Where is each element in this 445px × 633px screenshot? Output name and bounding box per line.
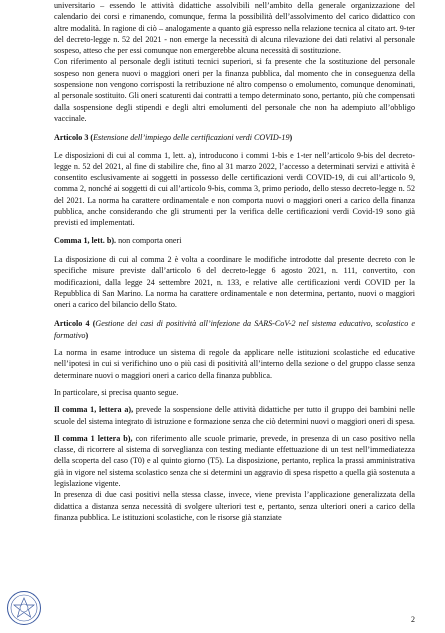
heading-comma-1-lett-b: Comma 1, lett. b). non comporta oneri xyxy=(54,235,182,245)
paragraph-san-marino: La disposizione di cui al comma 2 è volta a coordinare le modifiche introdotte dal presente decreto con le specifiche misure previste dall’articolo 6 del decreto-legge 6 agosto 2021, n. 111, convertito, con modificazioni, dalla legge 24 settembre 2021, n. 133, e relative alle certificazioni verdi COVID per la Repubblica di San Marino. La norma ha carattere ordinamentale e non determina, pertanto, nuovi o maggiori oneri a carico del bilancio dello Stato. xyxy=(54,254,415,310)
paragraph-comma-1-a: Il comma 1, lettera a), prevede la sospensione delle attività didattiche per tutto il gruppo dei bambini nelle scuole del sistema integrato di istruzione e formazione senza che ciò determini nuovi o maggiori oneri di spesa. xyxy=(54,405,415,426)
paragraph-its-staff: Con riferimento al personale degli istituti tecnici superiori, si fa presente che la sostituzione del personale sospeso non genera nuovi o maggiori oneri per la finanza pubblica, dal momento che in conseguenza della sospensione non vengono corrisposti la retribuzione né altro compenso o emolumento, comunque denominati, al personale sostituito. Gli oneri scaturenti dai contratti a tempo determinato sono, pertanto, più che compensati dalla sospensione degli stipendi e degli altri emolumenti del personale che non ha adempiuto all’obbligo vaccinale. xyxy=(54,57,415,123)
document-page xyxy=(54,0,415,523)
paragraph-article-4-intro: La norma in esame introduce un sistema di regole da applicare nelle istituzioni scolastiche ed educative nell’ipotesi in cui si verifichino uno o più casi di positività all’interno della sezione o del gruppo classe senza determinare nuovi o maggiori oneri a carico della finanza pubblica. xyxy=(54,348,415,380)
paragraph-teaching-staff: universitario – essendo le attività didattiche assolvibili nell’ambito della generale organizzazione del calendario dei corsi e rimanendo, comunque, ferma la possibilità dell’assolvimento del carico didattico con altre modalità. In ragione di ciò – analogamente a quanto già espresso nella relazione tecnica al citato art. 9-ter del decreto-legge n. 52 del 2021 - non emerge la necessità di alcuna rilevazione dei dati relativi al personale sospeso, atteso che per essi comunque non emergerebbe alcuna necessità di sostituzione. xyxy=(54,1,415,56)
state-emblem-seal-icon xyxy=(6,590,42,626)
paragraph-two-cases: In presenza di due casi positivi nella stessa classe, invece, viene prevista l’applicazione generalizzata della didattica a distanza senza necessità di svolgere ulteriori test e, pertanto, senza ulteriori oneri a carico della finanza pubblica. Le istituzioni scolastiche, con le risorse già stanziate xyxy=(54,490,415,522)
heading-article-3: Articolo 3 (Estensione dell’impiego delle certificazioni verdi COVID-19) xyxy=(54,133,293,143)
page-number: 2 xyxy=(411,615,415,624)
paragraph-article-3: Le disposizioni di cui al comma 1, lett. a), introducono i commi 1-bis e 1-ter nell’articolo 9-bis del decreto-legge n. 52 del 2021, al fine di stabilire che, fino al 31 marzo 2022, l’accesso a determinati servizi e attività è consentito esclusivamente ai soggetti in possesso delle certificazioni verdi COVID-19, di cui all’articolo 9, comma 2, nonché ai soggetti di cui all’articolo 9-bis, comma 3, primo periodo, dello stesso decreto-legge n. 52 del 2021. La norma ha carattere ordinamentale e non comporta nuovi o maggiori oneri a carico della finanza pubblica, anche considerando che gli strumenti per la verifica delle certificazioni verdi Covid-19 sono già previsti ed implementati. xyxy=(54,150,415,228)
paragraph-in-particolare: In particolare, si precisa quanto segue. xyxy=(54,387,179,397)
heading-article-4: Articolo 4 (Gestione dei casi di positività all’infezione da SARS-CoV-2 nel sistema educativo, scolastico e formativo) xyxy=(54,319,415,340)
paragraph-comma-1-b: Il comma 1 lettera b), con riferimento alle scuole primarie, prevede, in presenza di un caso positivo nella classe, di ricorrere al sistema di sorveglianza con testing mediante effettuazione di un test nell’immediatezza della scoperta del caso (T0) e al quinto giorno (T5). La disposizione, pertanto, replica la prassi amministrativa già in vigore nel sistema scolastico senza che si determini un aggravio di spesa rispetto a quella già sostenuta a legislazione vigente. xyxy=(54,433,415,488)
